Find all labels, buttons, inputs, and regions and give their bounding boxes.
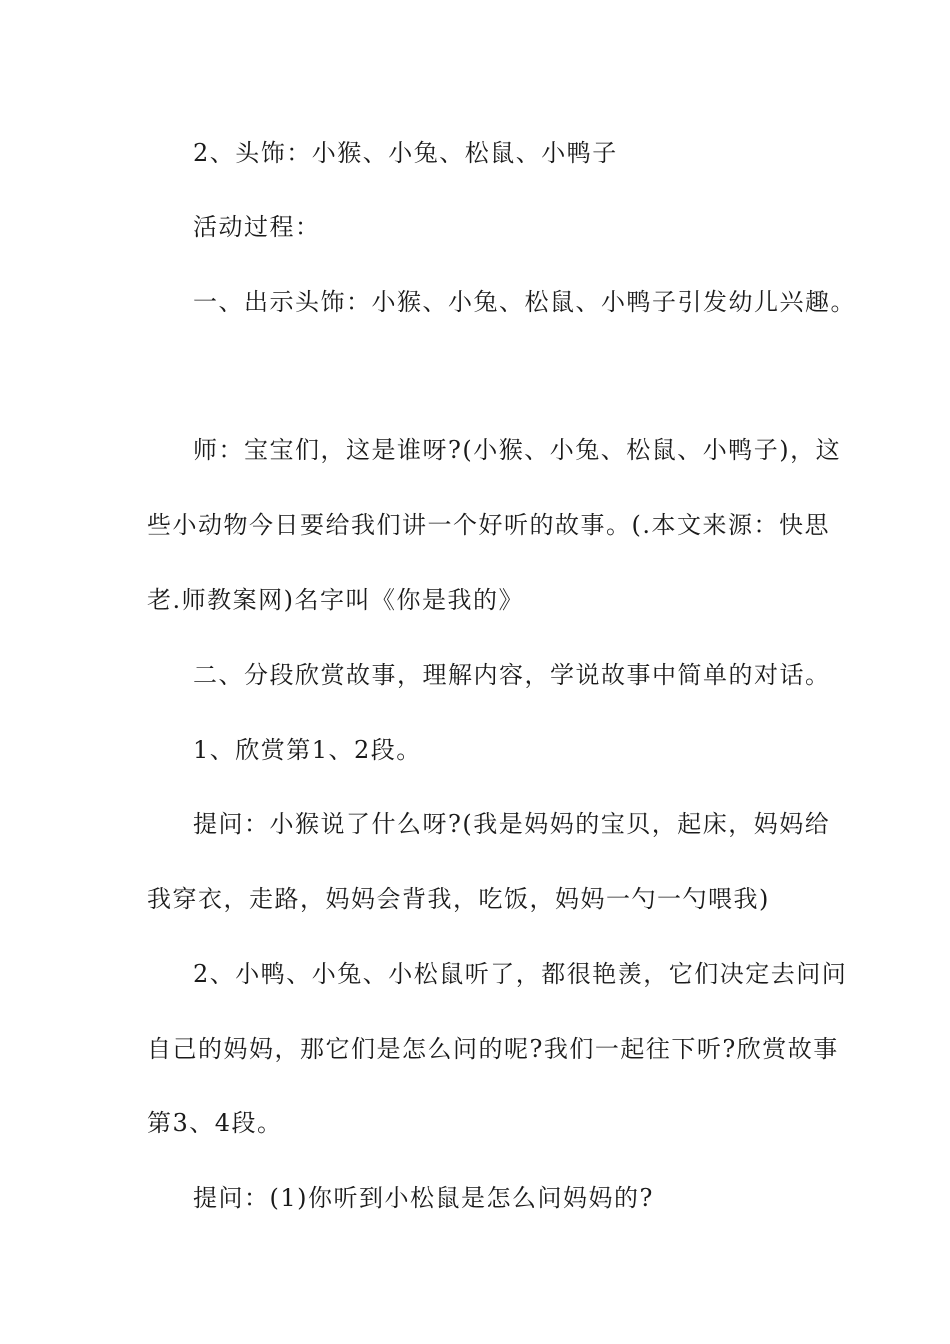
text-line-question-squirrel: 提问：(1)你听到小松鼠是怎么问妈妈的?: [193, 1184, 654, 1212]
text-line-question-monkey-1: 提问：小猴说了什么呀?(我是妈妈的宝贝，起床，妈妈给: [193, 810, 831, 838]
text-line-step-2-3: 第3、4段。: [147, 1109, 283, 1137]
text-line-step-2-1: 2、小鸭、小兔、小松鼠听了，都很艳羡，它们决定去问问: [193, 960, 848, 988]
text-line-teacher-intro-2: 些小动物今日要给我们讲一个好听的故事。(.本文来源：快思: [147, 511, 830, 539]
text-line-materials-headwear: 2、头饰：小猴、小兔、松鼠、小鸭子: [193, 139, 618, 167]
text-line-step-2-2: 自己的妈妈，那它们是怎么问的呢?我们一起往下听?欣赏故事: [147, 1035, 839, 1063]
text-line-teacher-intro-1: 师：宝宝们，这是谁呀?(小猴、小兔、松鼠、小鸭子)，这: [193, 436, 842, 464]
text-line-question-monkey-2: 我穿衣，走路，妈妈会背我，吃饭，妈妈一勺一勺喂我): [147, 885, 770, 913]
text-line-appreciate-1-2: 1、欣赏第1、2段。: [193, 736, 422, 764]
text-line-activity-process-heading: 活动过程：: [193, 213, 321, 241]
text-line-teacher-intro-3: 老.师教案网)名字叫《你是我的》: [147, 586, 524, 614]
text-line-step-one-heading: 一、出示头饰：小猴、小兔、松鼠、小鸭子引发幼儿兴趣。: [193, 288, 856, 316]
text-line-step-two-heading: 二、分段欣赏故事，理解内容，学说故事中简单的对话。: [193, 661, 831, 689]
